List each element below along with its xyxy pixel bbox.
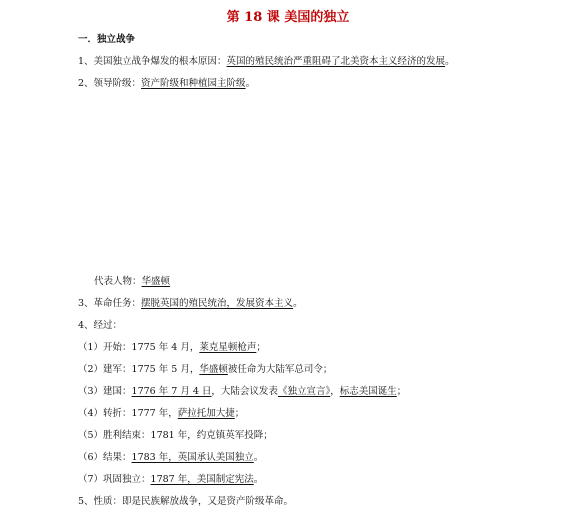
event-start-label: （1）开始：1775 年 4 月， xyxy=(78,342,200,353)
section-heading-independence-war: 一．独立战争 xyxy=(78,34,136,45)
page-title: 第 18 课 美国的独立 xyxy=(226,10,350,25)
item-leading-class xyxy=(78,78,255,90)
item-revolution-task-answer: 摆脱英国的殖民统治，发展资本主义 xyxy=(141,298,294,309)
event-start-end: ； xyxy=(256,342,266,353)
event-army xyxy=(78,364,332,376)
item-leading-class-label: 2、领导阶级： xyxy=(78,78,142,89)
item-leading-class-answer: 资产阶级和种植园主阶级 xyxy=(141,78,246,89)
event-consolidation-end: 。 xyxy=(253,474,264,485)
item-root-cause xyxy=(78,56,455,68)
item-revolution-task-label: 3、革命任务： xyxy=(78,298,142,309)
event-result-label: （6）结果： xyxy=(78,452,132,463)
item-process: 4、经过： xyxy=(78,320,123,331)
event-consolidation-label: （7）巩固独立： xyxy=(78,474,151,485)
event-founding-end: ； xyxy=(396,386,407,397)
item-revolution-task-end: 。 xyxy=(293,298,303,309)
representative-figure xyxy=(94,276,170,288)
event-army-label: （2）建军：1775 年 5 月， xyxy=(78,364,200,375)
event-founding-significance: 标志美国诞生 xyxy=(339,386,397,397)
item-root-cause-end: 。 xyxy=(445,56,455,67)
event-turning-point xyxy=(78,408,244,420)
event-founding-declaration: 《独立宣言》 xyxy=(277,386,331,397)
representative-label: 代表人物： xyxy=(94,276,142,287)
item-root-cause-label: 1、美国独立战争爆发的根本原因： xyxy=(78,56,227,67)
item-revolution-task xyxy=(78,298,303,310)
event-start xyxy=(78,342,266,354)
event-result xyxy=(78,452,263,464)
event-result-answer: 1783 年，英国承认美国独立 xyxy=(131,452,254,463)
event-army-answer: 华盛顿 xyxy=(199,364,228,375)
event-founding-mid: ，大陆会议发表 xyxy=(211,386,278,397)
event-consolidation-answer: 1787 年，美国制定宪法 xyxy=(150,474,254,485)
event-turning-point-answer: 萨拉托加大捷 xyxy=(177,408,235,419)
event-turning-point-end: ； xyxy=(234,408,245,419)
event-army-rest: 被任命为大陆军总司令； xyxy=(227,364,333,375)
event-founding-mid2: ， xyxy=(330,386,340,397)
event-founding-date: 1776 年 7 月 4 日 xyxy=(131,386,212,397)
event-start-answer: 莱克星顿枪声 xyxy=(199,342,257,353)
event-founding xyxy=(78,386,406,398)
item-leading-class-end: 。 xyxy=(245,78,256,89)
representative-answer: 华盛顿 xyxy=(141,276,171,287)
event-founding-label: （3）建国： xyxy=(78,386,132,397)
event-turning-point-label: （4）转折：1777 年， xyxy=(78,408,178,419)
event-victory: （5）胜利结束：1781 年，约克镇英军投降； xyxy=(78,430,273,441)
event-consolidation xyxy=(78,474,263,486)
event-result-end: 。 xyxy=(253,452,264,463)
item-nature: 5、性质：即是民族解放战争，又是资产阶级革命。 xyxy=(78,496,294,507)
item-root-cause-answer: 英国的殖民统治严重阻碍了北美资本主义经济的发展 xyxy=(226,56,446,67)
